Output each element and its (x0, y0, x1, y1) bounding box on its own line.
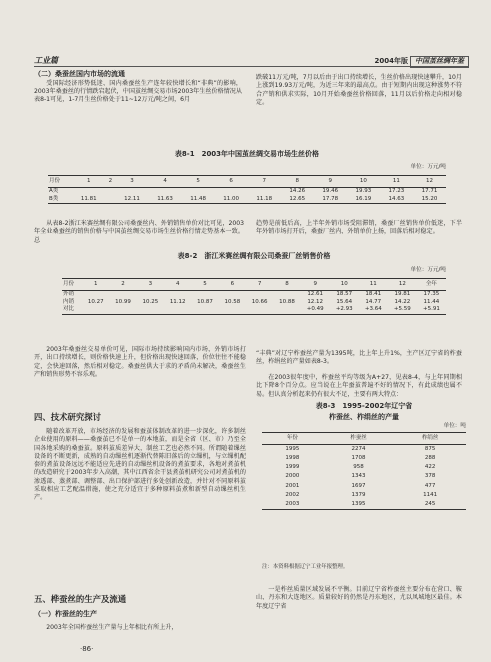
table2-cell: 10.25 (142, 298, 159, 305)
table2-cell: 10.99 (115, 298, 131, 305)
section-2-block (34, 70, 242, 104)
table2-cell: 10.87 (197, 298, 213, 305)
table2-header-cell: 8 (273, 279, 300, 291)
table3-header-row (262, 433, 466, 445)
table3-cell: 1999 (285, 464, 300, 471)
table3-title-line1: 表8-3 1995-2002年辽宁省 (315, 402, 413, 410)
right-top-paragraph: 跌破11万元/吨，7月以后由于出口持续增长，生丝价格出现快速攀升，10月上涨到19.93万元/吨，为近三年来的最高点。由于短期内出现这种涨势不符合产销和供求实际，10月开始桑蚕丝价格回落，11月以后价格走向相对稳定。 (256, 74, 462, 106)
table3-cell: 288 (424, 455, 436, 462)
table2-cell: +0.49 (301, 306, 330, 314)
right-lower-paragraph-1: “丰典”对辽宁柞蚕丝产量为1395吨，比上年上升1%，主产区辽宁省的柞蚕丝，柞绢丝的产量如表8-3。 (256, 350, 462, 366)
table2-cell: +5.59 (388, 306, 417, 314)
table1-title: 表8-1 2003年中国茧丝绸交易市场生丝价格 (174, 150, 320, 158)
table1-unit: 单位：万元/吨 (410, 164, 446, 170)
header-year: 2004年版 (374, 57, 408, 65)
table1-cell (116, 188, 149, 196)
table1-cell: B类 (48, 196, 72, 204)
table2-header-cell: 月份 (62, 279, 82, 291)
table2-cell: 15.64 (336, 298, 353, 305)
table3-cell: 1395 (323, 500, 395, 510)
table1-cell: 17.71 (421, 188, 438, 195)
section-5-paragraph: 2003年全国柞蚕丝生产量与上年相比有所上升， (46, 624, 178, 631)
table2-cell: 11.12 (169, 298, 186, 305)
table2-cell: 14.77 (365, 298, 382, 305)
table1-header-cell: 8 (281, 176, 314, 188)
table2-cell (109, 291, 136, 299)
table2-header-cell: 1 (82, 279, 109, 291)
table3-cell: 1379 (351, 491, 366, 498)
table2-cell (164, 306, 191, 314)
table3-cell: 1995 (285, 446, 300, 453)
table3-cell: 1343 (351, 473, 366, 480)
table2-header-cell: 3 (137, 279, 164, 291)
table2-cell: 10.66 (251, 298, 268, 305)
table3-cell: 1697 (351, 482, 366, 489)
table1-cell: 11.63 (149, 196, 182, 204)
table3-row (262, 500, 466, 510)
table1-cell: 16.19 (347, 196, 380, 204)
table2-cell: 10.88 (279, 298, 295, 305)
table2-cell: +5.91 (417, 306, 446, 314)
table2-header-cell: 6 (219, 279, 246, 291)
table2-cell: +3.64 (359, 306, 388, 314)
table2-cell (137, 306, 164, 314)
table2-cell (273, 306, 300, 314)
table2-cell (246, 291, 273, 299)
table1-header-cell: 9 (314, 176, 347, 188)
table2-cell: 17.35 (423, 291, 440, 298)
table1-cell: 15.20 (413, 196, 446, 204)
table1-row (48, 196, 446, 204)
table2-row (62, 291, 446, 299)
table3-cell: 378 (424, 473, 436, 480)
table2-cell: 19.81 (394, 291, 411, 298)
table1-cell: 14.26 (289, 188, 306, 195)
table3-unit: 单位：吨 (443, 423, 466, 429)
table3-row (262, 491, 466, 500)
table2-header-row (62, 279, 446, 291)
table2-cell (137, 291, 164, 299)
table3-header-cell: 柞蚕丝 (323, 433, 395, 445)
table1-header-cell: 月份 (48, 176, 72, 188)
table3-title-line2: 柞蚕丝、柞绢丝的产量 (329, 413, 399, 421)
table2-header-cell: 全年 (417, 279, 446, 291)
table2-header-cell: 11 (359, 279, 388, 291)
table2-header-cell: 10 (330, 279, 359, 291)
right-lower-paragraph-2: 在2003很年度中，柞蚕丝平均等级为A+27，见表8-4，与上年同期相比下降8个百分点。应当说在上年蚕茧普遍不好的情况下，有此成绩也属不易。但认真分析起来仍有很大不足，主要有两大特点： (256, 374, 462, 398)
table1-header-cell: 1 (72, 176, 105, 188)
table1-cell: 19.46 (322, 188, 339, 195)
table2-cell (164, 291, 191, 299)
table2-cell: 10.58 (224, 298, 241, 305)
table3-row (262, 445, 466, 455)
header-rule (34, 66, 469, 67)
table3-cell: 245 (394, 500, 466, 510)
mid-right-paragraph: 趋势是前低后高，上半年外销市场受阻滞销，桑蚕厂丝销售单价低迷，下半年外销市场打开后，桑蚕厂丝内、外销单价上扬，回落后相对稳定。 (256, 220, 462, 236)
table3-cell: 2000 (285, 473, 300, 480)
table2-header-cell: 2 (109, 279, 136, 291)
table1-cell (215, 188, 248, 196)
table2-cell: 12.61 (307, 291, 324, 298)
table2-cell (219, 291, 246, 299)
lower-left-paragraph: 2003年桑蚕丝交易单价可见，国际市场持续影响国内市场，外销市场打开，出口持续增长，则价格快速上升，但价格出现快速回落，价位往往不能稳定，会快速回落，然后相对稳定。桑蚕丝供大于求的矛盾尚未解决，桑蚕丝生产和销售形势不容乐观。 (34, 346, 246, 378)
table2-cell (219, 306, 246, 314)
table3-cell: 477 (424, 482, 436, 489)
table2-header-cell: 9 (301, 279, 330, 291)
table1-header-cell: 11 (380, 176, 413, 188)
table2-cell: 12.12 (307, 298, 324, 305)
table2-header-cell: 5 (191, 279, 218, 291)
page-number: ·86· (80, 645, 94, 653)
table3-cell: 1708 (351, 455, 366, 462)
table1-header-cell: 2 (105, 176, 115, 188)
table2-cell (191, 306, 218, 314)
section-2-paragraph: 受国际经济形势低迷、国内桑蚕丝生产连年较快增长和“非典”的影响，2003年桑蚕丝的行情跌宕起伏，中国茧丝绸交易市场2003年生丝价格情况从表8-1可见，1-7月生丝价格处于11~12万元/吨之间，6月 (34, 79, 242, 104)
table2-cell: +2.93 (330, 306, 359, 314)
table3-cell: 2001 (285, 482, 300, 489)
table2-cell: 14.22 (394, 298, 411, 305)
table2-cell (82, 306, 109, 314)
table1-cell: 11.81 (72, 196, 105, 204)
table1-header-cell: 4 (149, 176, 182, 188)
table1-cell: A类 (49, 188, 59, 195)
table2-title: 表8-2 浙江米赛丝绸有限公司桑蚕厂丝销售价格 (177, 252, 331, 260)
section-2-heading: （二）桑蚕丝国内市场的流通 (34, 70, 125, 78)
table3-cell: 1998 (285, 455, 300, 462)
table1-cell (72, 188, 105, 196)
table1-cell: 11.00 (215, 196, 248, 204)
table1-row (48, 188, 446, 196)
table1-cell: 19.93 (355, 188, 372, 195)
table2-cell: 外销 (63, 291, 75, 298)
table1-cell (182, 188, 215, 196)
table1-cell (105, 188, 115, 196)
table2-cell: 18.41 (365, 291, 382, 298)
table2-cell: 10.27 (87, 298, 104, 305)
table2-row (62, 299, 446, 306)
table1-header-cell: 10 (347, 176, 380, 188)
table2-cell (191, 291, 218, 299)
mid-left-paragraph: 从表8-2浙江米赛丝绸有限公司桑蚕丝内、外销销售单价对比可见，2003年全业桑蚕丝的销售价格与中国茧丝绸交易市场生丝价格行情走势基本一致。总 (34, 220, 244, 244)
table3-row (262, 473, 466, 482)
table2-header-cell: 7 (246, 279, 273, 291)
table3-cell: 958 (353, 464, 364, 471)
table1-cell (149, 188, 182, 196)
table1-header-cell: 7 (248, 176, 281, 188)
table2-cell (82, 291, 109, 299)
table1-cell (248, 188, 281, 196)
table3-note: 注：本资料根据辽宁工业年报整理。 (262, 564, 349, 570)
table1-cell: 14.63 (380, 196, 413, 204)
table1-header-row (48, 176, 446, 188)
table3-cell: 2274 (351, 446, 366, 453)
header-yearbook: 中国茧丝绸年鉴 (410, 56, 469, 68)
table1-cell: 12.65 (281, 196, 314, 204)
table2-cell: 对比 (62, 306, 82, 314)
table2-cell: 18.57 (336, 291, 353, 298)
table3-row (262, 455, 466, 464)
table1-header-cell: 12 (413, 176, 446, 188)
section-4-paragraph: 随着改革开放，市场经济的发展和蚕茧体制改革的进一步深化，许多制丝企业使用的原料——桑蚕茧已不是单一的本地茧，而是全省（区、市）乃至全国各地采购的桑蚕茧。原料茧质差异大，制丝工艺也必然不同。所谓随着缫丝设备的不断更新，成熟的自动缫丝机逐渐代替陈旧落后的立缫机，与立缫机配套的煮茧设备远远不能适应先进的自动缫丝机设备的煮茧要求，各地对煮茧机的改造研究于2003年步入高潮，其中江西省余干县煮茧机研究公司对煮茧机的渗透部、蒸煮部、调整部、出口保护部进行多处创新改造，并针对不同原料茧采取相应工艺配温措施，使之充分适宜于多种原料茧煮和新型自动缫丝机生产。 (34, 428, 246, 502)
table2-cell (109, 306, 136, 314)
table2-cell (246, 306, 273, 314)
running-header-section: 工业篇 (34, 56, 58, 65)
table2-cell (273, 291, 300, 299)
table1-cell: 17.78 (314, 196, 347, 204)
table2-unit: 单位：万元/吨 (410, 267, 446, 273)
table3-cell: 2002 (285, 491, 300, 498)
table3 (262, 432, 466, 510)
table1-header-cell: 3 (116, 176, 149, 188)
table2-header-cell: 4 (164, 279, 191, 291)
table1-cell: 11.18 (248, 196, 281, 204)
table1-header-cell: 6 (215, 176, 248, 188)
table3-header-cell: 年份 (262, 433, 323, 445)
table2-row (62, 306, 446, 314)
section-4-heading: 四、技术研究探讨 (34, 412, 101, 422)
table2-cell: 内销 (63, 298, 75, 305)
table3-cell: 875 (424, 446, 436, 453)
table3-cell: 1141 (423, 491, 438, 498)
table1-cell: 11.48 (182, 196, 215, 204)
table1-cell: 17.23 (388, 188, 405, 195)
table2-cell: 11.44 (423, 298, 440, 305)
section-5-subheading: （一）柞蚕丝的生产 (34, 610, 97, 618)
table3-cell: 2003 (262, 500, 323, 510)
table3-header-cell: 柞绢丝 (394, 433, 466, 445)
table1-header-cell: 5 (182, 176, 215, 188)
table3-row (262, 482, 466, 491)
table1 (48, 175, 446, 204)
section-5-heading: 五、桦蚕丝的生产及流通 (34, 594, 127, 604)
table3-cell: 422 (424, 464, 436, 471)
bottom-right-paragraph: 一是柞丝质量区域发展不平衡。目前辽宁省柞蚕丝主要分布在营口、鞍山、丹东和大连地区。质量较好的仍然是丹东地区，尤以凤城地区最佳。本年度辽宁省 (256, 586, 462, 610)
table1-cell: 12.11 (116, 196, 149, 204)
table2-header-cell: 12 (388, 279, 417, 291)
table2 (62, 278, 446, 315)
table3-row (262, 464, 466, 473)
table1-cell (105, 196, 115, 204)
